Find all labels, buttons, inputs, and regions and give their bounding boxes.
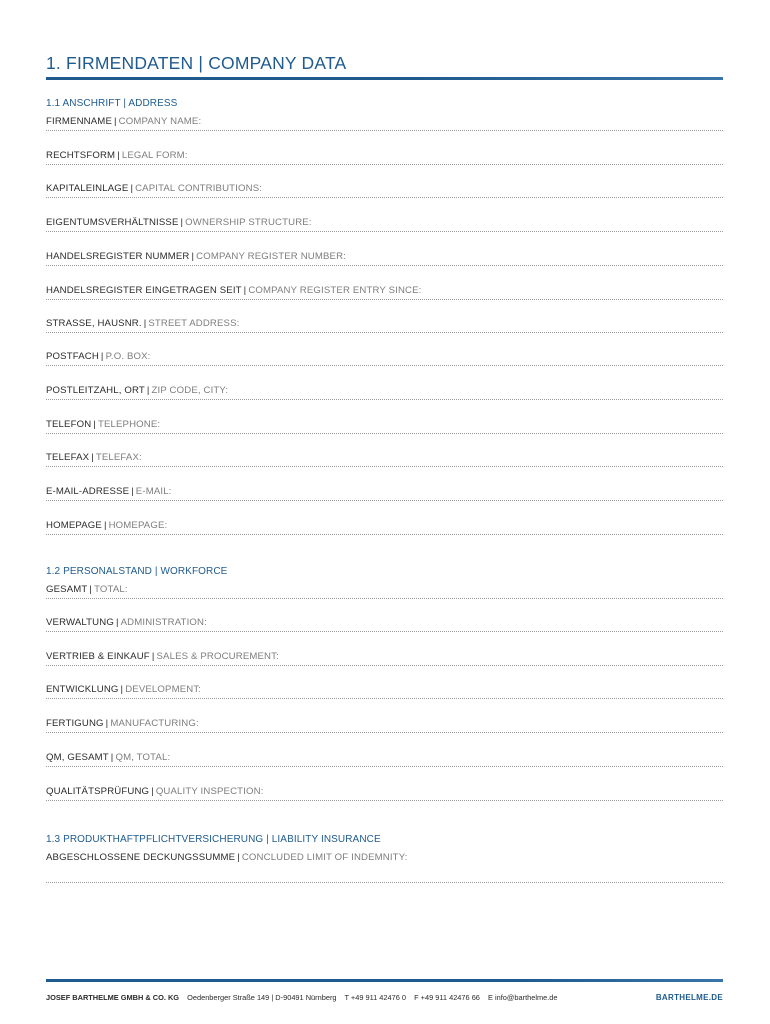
field-sales-procurement[interactable] — [46, 651, 723, 666]
field-company-register-entry-since[interactable] — [46, 285, 723, 300]
field-label: TELEFON | TELEPHONE: — [46, 419, 161, 430]
field-label: POSTLEITZAHL, ORT | ZIP CODE, CITY: — [46, 385, 229, 396]
field-legal-form[interactable] — [46, 150, 723, 165]
field-label: HANDELSREGISTER NUMMER | COMPANY REGISTER NUMBER: — [46, 251, 346, 262]
field-administration[interactable] — [46, 617, 723, 632]
footer-rule — [46, 979, 723, 982]
field-label: FIRMENNAME | COMPANY NAME: — [46, 116, 202, 127]
field-label: STRASSE, HAUSNR. | STREET ADDRESS: — [46, 318, 240, 329]
field-ownership-structure[interactable] — [46, 217, 723, 232]
section-heading-workforce: 1.2 PERSONALSTAND | WORKFORCE — [46, 566, 228, 577]
field-label: ENTWICKLUNG | DEVELOPMENT: — [46, 684, 202, 695]
field-email[interactable] — [46, 486, 723, 501]
section-heading-address: 1.1 ANSCHRIFT | ADDRESS — [46, 98, 178, 109]
field-label: HANDELSREGISTER EINGETRAGEN SEIT | COMPANY REGISTER ENTRY SINCE: — [46, 285, 422, 296]
field-label: GESAMT | TOTAL: — [46, 584, 128, 595]
field-qm-total[interactable] — [46, 752, 723, 767]
footer-fax: F +49 911 42476 66 — [414, 993, 480, 1002]
field-homepage[interactable] — [46, 520, 723, 535]
field-label: E-MAIL-ADRESSE | E-MAIL: — [46, 486, 172, 497]
field-development[interactable] — [46, 684, 723, 699]
field-label: KAPITALEINLAGE | CAPITAL CONTRIBUTIONS: — [46, 183, 263, 194]
field-label: QM, GESAMT | QM, TOTAL: — [46, 752, 171, 763]
field-label: VERWALTUNG | ADMINISTRATION: — [46, 617, 207, 628]
field-label: POSTFACH | P.O. BOX: — [46, 351, 151, 362]
footer-address: Oedenberger Straße 149 | D-90491 Nürnberg — [187, 993, 337, 1002]
field-label: QUALITÄTSPRÜFUNG | QUALITY INSPECTION: — [46, 786, 264, 797]
field-label: EIGENTUMSVERHÄLTNISSE | OWNERSHIP STRUCTURE: — [46, 217, 312, 228]
field-company-register-number[interactable] — [46, 251, 723, 266]
field-label: FERTIGUNG | MANUFACTURING: — [46, 718, 199, 729]
title-rule — [46, 77, 723, 80]
field-limit-of-indemnity[interactable] — [46, 852, 723, 883]
field-label: ABGESCHLOSSENE DECKUNGSSUMME | CONCLUDED LIMIT OF INDEMNITY: — [46, 852, 408, 863]
field-zip-code-city[interactable] — [46, 385, 723, 400]
field-telefax[interactable] — [46, 452, 723, 467]
footer-website-link[interactable]: BARTHELME.DE — [655, 993, 723, 1002]
page-title: 1. FIRMENDATEN | COMPANY DATA — [46, 53, 347, 73]
field-label: HOMEPAGE | HOMEPAGE: — [46, 520, 168, 531]
field-quality-inspection[interactable] — [46, 786, 723, 801]
field-telephone[interactable] — [46, 419, 723, 434]
field-label: TELEFAX | TELEFAX: — [46, 452, 142, 463]
field-company-name[interactable] — [46, 116, 723, 131]
field-po-box[interactable] — [46, 351, 723, 366]
field-manufacturing[interactable] — [46, 718, 723, 733]
footer — [46, 993, 723, 1002]
footer-email[interactable]: E info@barthelme.de — [487, 993, 558, 1002]
field-label: VERTRIEB & EINKAUF | SALES & PROCUREMENT: — [46, 651, 279, 662]
footer-company: JOSEF BARTHELME GMBH & CO. KG — [46, 993, 180, 1002]
section-heading-liability-insurance: 1.3 PRODUKTHAFTPFLICHTVERSICHERUNG | LIABILITY INSURANCE — [46, 834, 381, 845]
field-label: RECHTSFORM | LEGAL FORM: — [46, 150, 188, 161]
field-street-address[interactable] — [46, 318, 723, 333]
field-capital-contributions[interactable] — [46, 183, 723, 198]
footer-phone: T +49 911 42476 0 — [344, 993, 407, 1002]
field-workforce-total[interactable] — [46, 584, 723, 599]
